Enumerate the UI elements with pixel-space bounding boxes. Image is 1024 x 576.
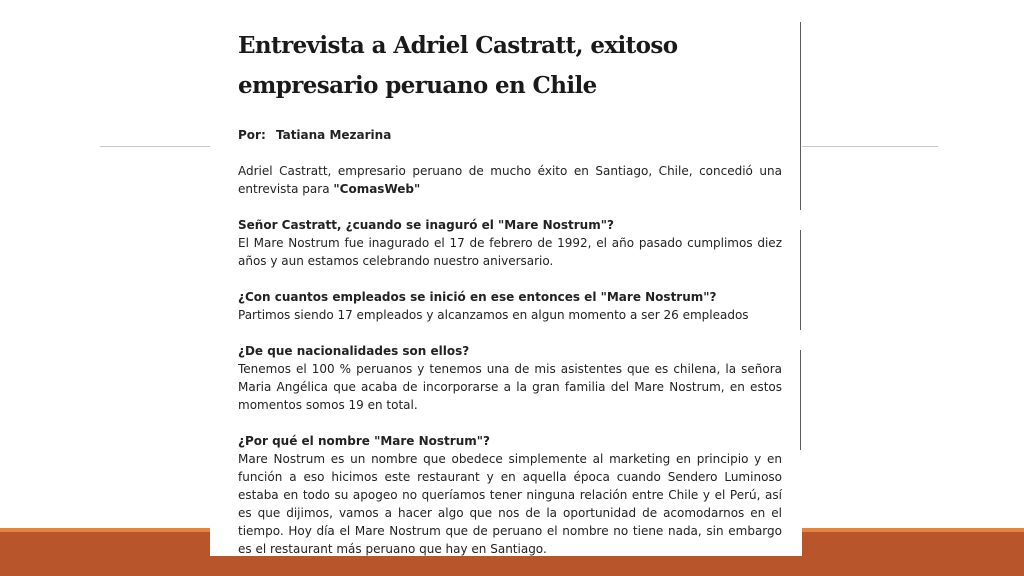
answer: Tenemos el 100 % peruanos y tenemos una de mis asistentes que es chilena, la señora Maria Angélica que acaba de incorporarse a la gran familia del Mare Nostrum, en estos momentos somos 19 en total. [238, 362, 782, 412]
answer: Mare Nostrum es un nombre que obedece simplemente al marketing en principio y en función a eso hicimos este restaurant y en aquella época cuando Sendero Luminoso estaba en todo su apogeo no queríamos tener ninguna relación entre Chile y el Perú, así es que dijimos, vamos a hacer algo que nos de la oportunidad de acomodarnos en el tiempo. Hoy día el Mare Nostrum que de peruano el nombre no tiene nada, sin embargo es el restaurant más peruano que hay en Santiago. [238, 452, 782, 556]
question: Señor Castratt, ¿cuando se inaguró el "Mare Nostrum"? [238, 218, 614, 232]
question: ¿De que nacionalidades son ellos? [238, 344, 470, 358]
page-edge-line [800, 350, 801, 450]
slide-divider-left [100, 146, 212, 147]
article-image [210, 0, 802, 556]
intro-paragraph [238, 162, 782, 198]
author-name: Tatiana Mezarina [275, 128, 392, 142]
intro-text: Adriel Castratt, empresario peruano de mucho éxito en Santiago, Chile, concedió una entrevista para [238, 164, 782, 196]
byline-label: Por: [238, 128, 266, 142]
slide-divider-right [802, 146, 938, 147]
byline [238, 126, 782, 144]
qa-block [238, 216, 782, 270]
article-title: Entrevista a Adriel Castratt, exitoso empresario peruano en Chile [238, 32, 678, 99]
article-content [238, 26, 782, 558]
answer: El Mare Nostrum fue inagurado el 17 de febrero de 1992, el año pasado cumplimos diez años y aun estamos celebrando nuestro aniversario. [238, 236, 782, 268]
question: ¿Con cuantos empleados se inició en ese entonces el "Mare Nostrum"? [238, 290, 717, 304]
page-edge-line [800, 230, 801, 330]
outlet-name: "ComasWeb" [333, 182, 421, 196]
qa-block [238, 288, 782, 324]
question: ¿Por qué el nombre "Mare Nostrum"? [238, 434, 490, 448]
page-edge-line [800, 22, 801, 210]
qa-block [238, 342, 782, 414]
answer: Partimos siendo 17 empleados y alcanzamos en algun momento a ser 26 empleados [238, 308, 749, 322]
qa-block [238, 432, 782, 558]
